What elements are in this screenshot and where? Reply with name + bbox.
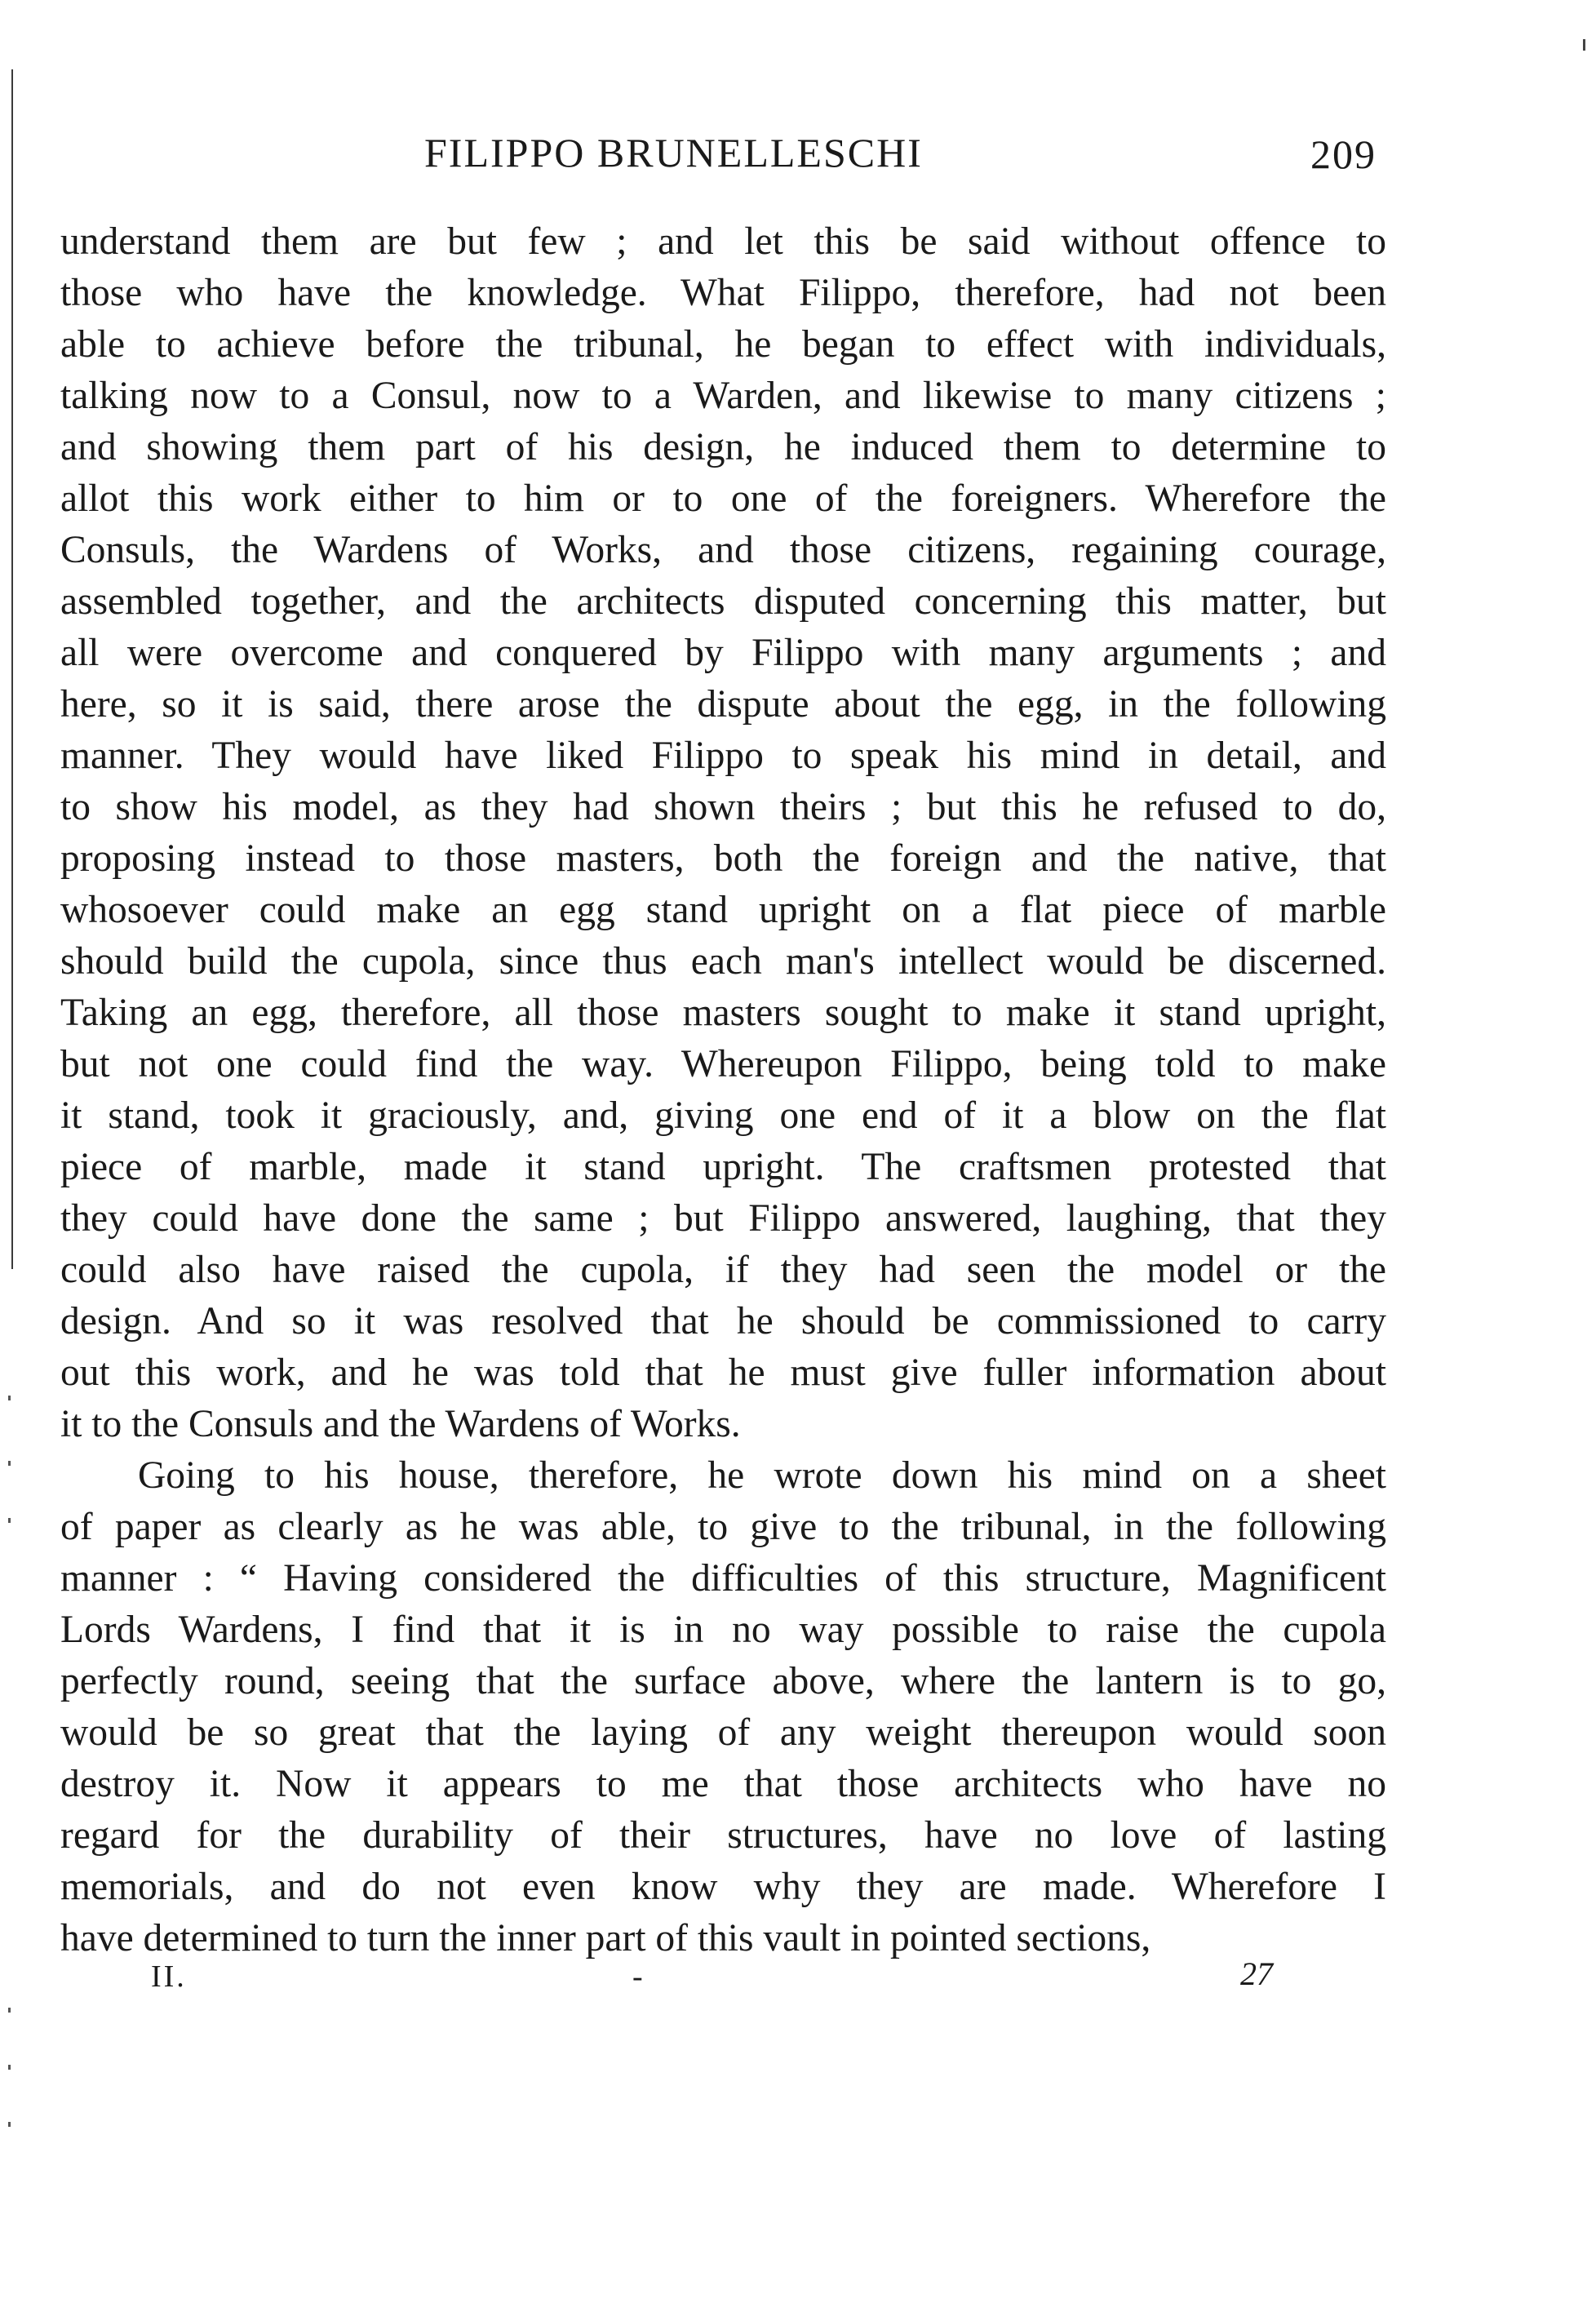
signature-mark: II. [151,1959,187,1994]
text-line: whosoever could make an egg stand upright on a flat piece of marble [60,889,1386,931]
text-line: perfectly round, seeing that the surface above, where the lantern is to go, [60,1660,1386,1702]
running-title: FILIPPO BRUNELLESCHI [424,130,923,175]
text-line: and showing them part of his design, he induced them to determine to [60,426,1386,468]
text-line: but not one could find the way. Whereupon Filippo, being told to make [60,1043,1386,1085]
edge-mark [8,2008,11,2013]
text-line: those who have the knowledge. What Filippo, therefore, had not been [60,272,1386,314]
edge-mark [8,1518,11,1523]
text-line: regard for the durability of their structures, have no love of lasting [60,1814,1386,1857]
text-line: out this work, and he was told that he must give fuller information about [60,1351,1386,1394]
text-line: memorials, and do not even know why they are made. Wherefore I [60,1866,1386,1908]
text-line: proposing instead to those masters, both the foreign and the native, that [60,837,1386,880]
body-text [60,216,1386,1964]
text-line: destroy it. Now it appears to me that those architects who have no [60,1763,1386,1805]
text-line: assembled together, and the architects disputed concerning this matter, but [60,580,1386,623]
text-line: would be so great that the laying of any weight thereupon would soon [60,1711,1386,1754]
text-line: they could have done the same ; but Filippo answered, laughing, that they [60,1197,1386,1240]
text-line: able to achieve before the tribunal, he began to effect with individuals, [60,323,1386,366]
text-line: it to the Consuls and the Wardens of Works. [60,1403,741,1445]
text-line: to show his model, as they had shown theirs ; but this he refused to do, [60,786,1386,828]
text-line: all were overcome and conquered by Filippo with many arguments ; and [60,632,1386,674]
text-line: understand them are but few ; and let this be said without offence to [60,220,1386,263]
text-line: it stand, took it graciously, and, giving one end of it a blow on the flat [60,1094,1386,1137]
text-line: piece of marble, made it stand upright. The craftsmen protested that [60,1146,1386,1188]
sheet-number: 27 [1240,1955,1273,1992]
text-line: manner. They would have liked Filippo to speak his mind in detail, and [60,735,1386,777]
edge-mark [8,2122,11,2127]
text-line: should build the cupola, since thus each man's intellect would be discerned. [60,940,1386,983]
text-line: Going to his house, therefore, he wrote down his mind on a sheet [138,1454,1386,1497]
text-line: could also have raised the cupola, if they had seen the model or the [60,1249,1386,1291]
page-edge-rule [11,69,13,1269]
page-number: 209 [1310,131,1377,177]
text-line: allot this work either to him or to one of the foreigners. Wherefore the [60,477,1386,520]
edge-mark [8,1396,11,1400]
text-line: Lords Wardens, I find that it is in no way possible to raise the cupola [60,1609,1386,1651]
text-line: design. And so it was resolved that he should be commissioned to carry [60,1300,1386,1343]
footer-dash: - [632,1959,643,1994]
text-line: have determined to turn the inner part of this vault in pointed sections, [60,1917,1151,1959]
text-line: of paper as clearly as he was able, to give to the tribunal, in the following [60,1506,1386,1548]
text-line: talking now to a Consul, now to a Warden, and likewise to many citizens ; [60,375,1386,417]
edge-mark [8,1461,11,1466]
text-line: here, so it is said, there arose the dispute about the egg, in the following [60,683,1386,726]
text-line: Taking an egg, therefore, all those masters sought to make it stand upright, [60,992,1386,1034]
corner-mark [1583,39,1585,51]
text-line: Consuls, the Wardens of Works, and those citizens, regaining courage, [60,529,1386,571]
edge-mark [8,2065,11,2070]
text-line: manner : “ Having considered the difficulties of this structure, Magnificent [60,1557,1386,1600]
